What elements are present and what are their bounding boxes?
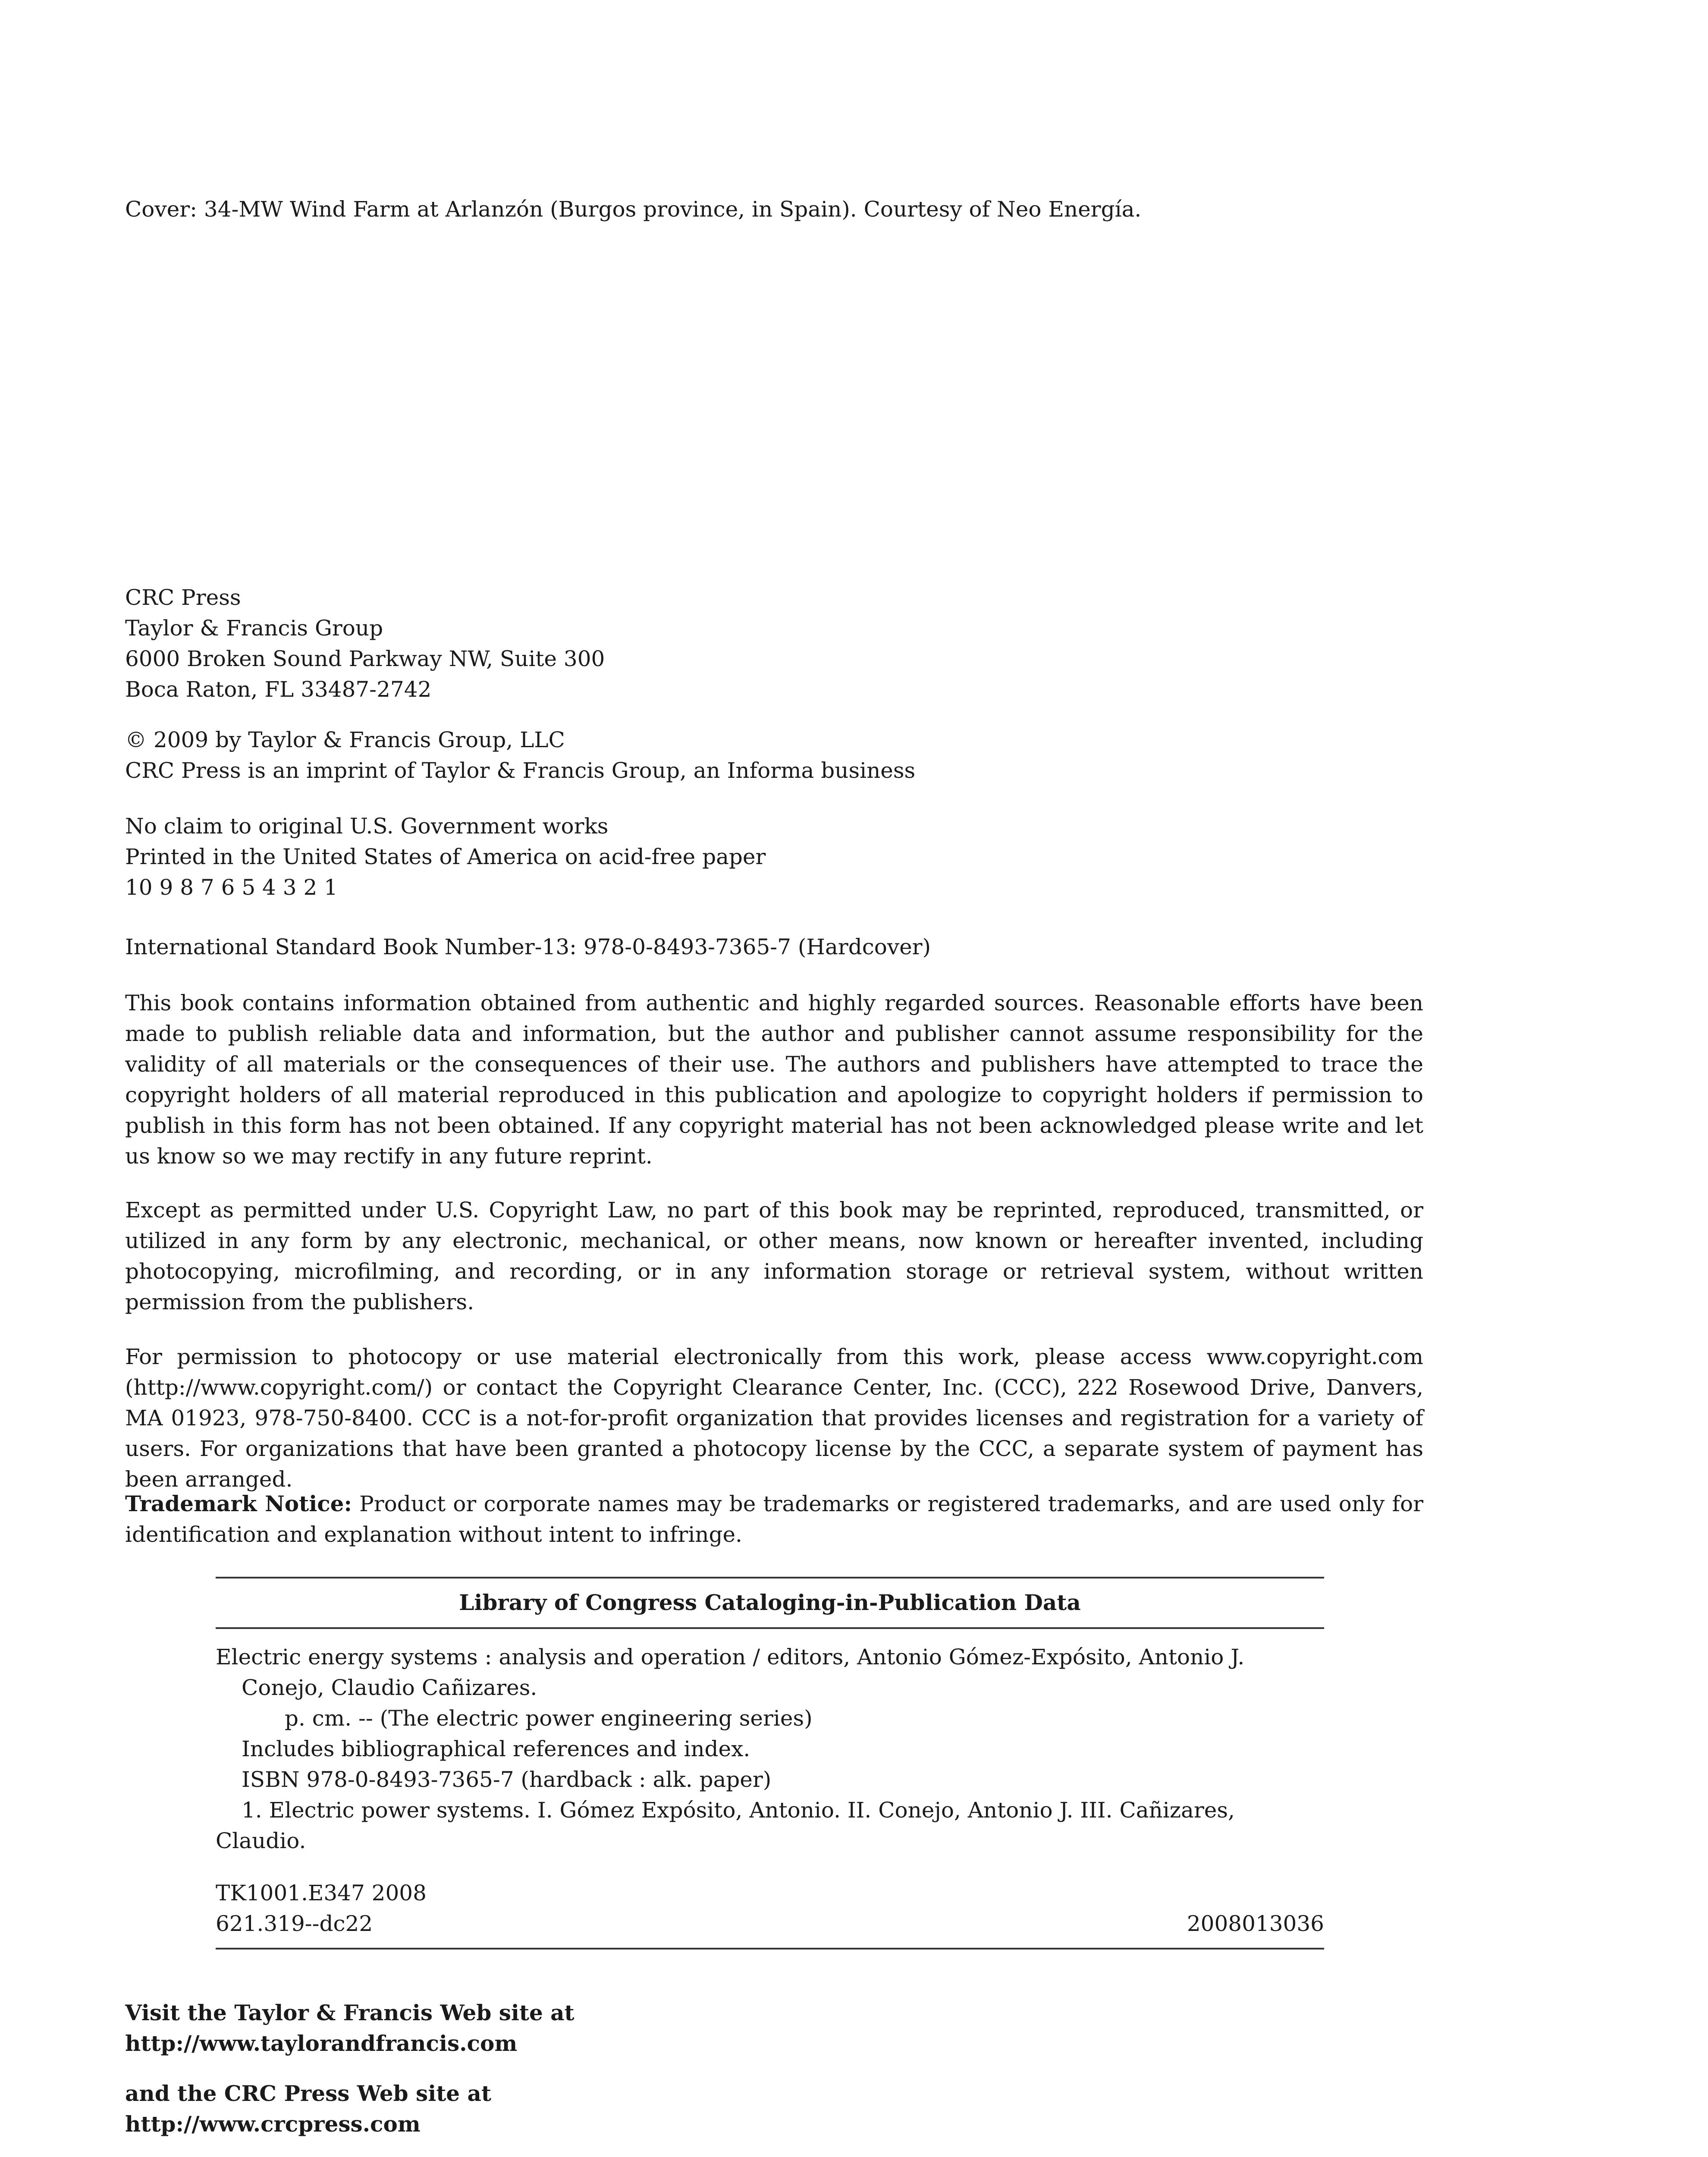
ccc-text: For permission to photocopy or use material electronically from this work, please access www.copyright.com (http://www.copyright.com/) or contact the Copyright Clearance Center, Inc. (CCC), 222 Rosewood Drive, Danvers, MA 01923, 978-750-8400. CCC is a not-for-profit organization that provides licenses and registration for a variety of users. For organizations that have been granted a photocopy license by the CCC, a separate system of payment has been arranged. (125, 1344, 1423, 1492)
cip-entry-line: Claudio. (216, 1828, 306, 1853)
publisher-group: Taylor & Francis Group (125, 616, 383, 641)
printed-line: Printed in the United States of America on acid-free paper (125, 844, 766, 869)
imprint-line: CRC Press is an imprint of Taylor & Francis Group, an Informa business (125, 758, 916, 783)
publisher-city: Boca Raton, FL 33487-2742 (125, 677, 432, 702)
cip-body (216, 1642, 1324, 1856)
cip-entry-line: p. cm. -- (The electric power engineering series) (285, 1706, 813, 1731)
trademark-notice (125, 1488, 1423, 1550)
tf-web-url[interactable]: http://www.taylorandfrancis.com (125, 2031, 518, 2056)
isbn-info (125, 932, 1423, 962)
copyright-line: © 2009 by Taylor & Francis Group, LLC (125, 727, 565, 752)
cip-dewey-row (216, 1909, 1324, 1939)
cip-entry-line: ISBN 978-0-8493-7365-7 (hardback : alk. paper) (242, 1767, 772, 1792)
cip-title: Library of Congress Cataloging-in-Publication Data (459, 1590, 1081, 1615)
dewey-number: 621.319--dc22 (216, 1911, 373, 1936)
permissions-text: Except as permitted under U.S. Copyright Law, no part of this book may be reprinted, reproduced, transmitted, or utilized in any form by any electronic, mechanical, or other means, now known or hereafter invented, including photocopying, microfilming, and recording, or in any information storage or retrieval system, without written permission from the publishers. (125, 1198, 1423, 1314)
cip-entry-line: 1. Electric power systems. I. Gómez Expósito, Antonio. II. Conejo, Antonio J. III. Cañizares, (242, 1798, 1235, 1823)
lccn-number: 2008013036 (1187, 1911, 1324, 1936)
cip-title-rule (216, 1627, 1324, 1629)
publisher-name: CRC Press (125, 585, 241, 610)
crc-web-url[interactable]: http://www.crcpress.com (125, 2111, 421, 2137)
printing-number-line: 10 9 8 7 6 5 4 3 2 1 (125, 875, 338, 900)
trademark-paragraph (125, 1488, 1423, 1550)
publisher-address (125, 582, 1423, 705)
trademark-label: Trademark Notice: (125, 1491, 352, 1516)
cip-entry-line: Conejo, Claudio Cañizares. (242, 1675, 537, 1700)
government-works-line: No claim to original U.S. Government works (125, 814, 609, 839)
cover-credit-text: Cover: 34-MW Wind Farm at Arlanzón (Burgos province, in Spain). Courtesy of Neo Energía. (125, 197, 1142, 222)
lc-class-number: TK1001.E347 2008 (216, 1880, 427, 1905)
copyright-notice (125, 725, 1423, 786)
web-sites (125, 1997, 1423, 2139)
cip-bottom-rule (216, 1948, 1324, 1949)
cip-entry-line: Electric energy systems : analysis and operation / editors, Antonio Gómez-Expósito, Antonio J. (216, 1644, 1245, 1670)
tf-web-label: Visit the Taylor & Francis Web site at (125, 2000, 575, 2025)
cip-entry-line: Includes bibliographical references and index. (242, 1736, 750, 1761)
crc-web-label: and the CRC Press Web site at (125, 2081, 491, 2106)
publisher-street: 6000 Broken Sound Parkway NW, Suite 300 (125, 646, 605, 671)
reliability-paragraph (125, 988, 1423, 1172)
cip-classification (216, 1878, 1324, 1939)
permissions-paragraph (125, 1195, 1423, 1317)
cover-credit (125, 194, 1423, 225)
isbn-text: International Standard Book Number-13: 978-0-8493-7365-7 (Hardcover) (125, 934, 931, 959)
cip-data-block (216, 1577, 1324, 1949)
reliability-text: This book contains information obtained from authentic and highly regarded sources. Reasonable efforts have been made to publish reliable data and information, but the author and publisher cannot assume responsibility for the validity of all materials or the consequences of their use. The authors and publishers have attempted to trace the copyright holders of all material reproduced in this publication and apologize to copyright holders if permission to publish in this form has not been obtained. If any copyright material has not been acknowledged please write and let us know so we may rectify in any future reprint. (125, 990, 1423, 1169)
web-spacer (125, 2059, 1423, 2078)
ccc-paragraph (125, 1342, 1423, 1495)
printing-info (125, 811, 1423, 903)
trademark-text: Product or corporate names may be trademarks or registered trademarks, and are used only for identification and explanation without intent to infringe. (125, 1491, 1423, 1547)
